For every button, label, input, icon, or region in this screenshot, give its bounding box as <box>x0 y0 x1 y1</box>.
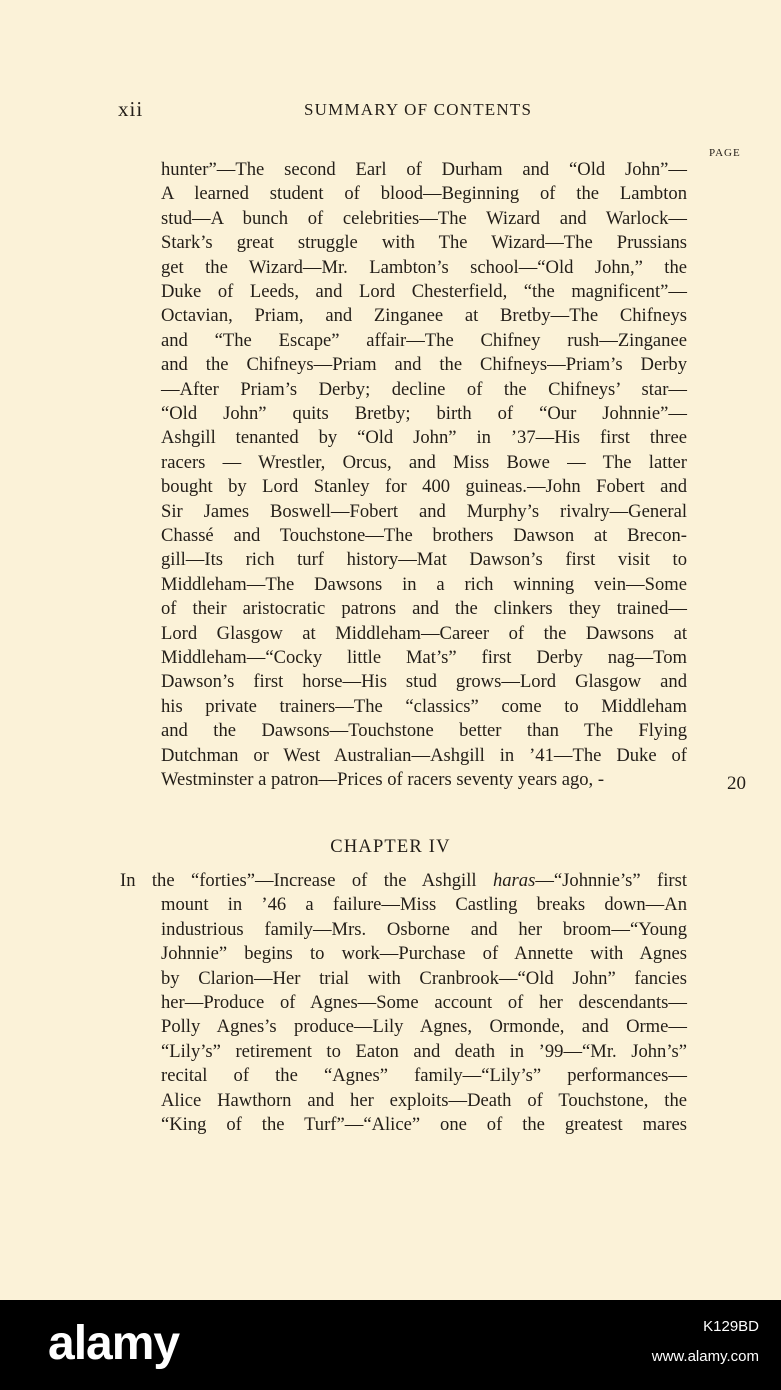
summary-line: Octavian, Priam, and Zinganee at Bretby—The Chifneys <box>161 305 687 327</box>
summary-line: Dutchman or West Australian—Ashgill in ’41—The Duke of <box>161 744 687 766</box>
watermark-footer <box>0 1300 781 1390</box>
image-id: K129BD <box>703 1318 759 1335</box>
summary-line: bought by Lord Stanley for 400 guineas.—John Fobert and <box>161 476 687 498</box>
summary-line: recital of the “Agnes” family—“Lily’s” performances— <box>161 1065 687 1087</box>
summary-line: Middleham—“Cocky little Mat’s” first Derby nag—Tom <box>161 647 687 668</box>
summary-line: industrious family—Mrs. Osborne and her broom—“Young <box>161 918 687 940</box>
summary-line: A learned student of blood—Beginning of the Lambton <box>161 183 687 205</box>
summary-line: of their aristocratic patrons and the clinkers they trained— <box>161 598 687 620</box>
footer-url: www.alamy.com <box>651 1348 759 1365</box>
summary-line: Stark’s great struggle with The Wizard—The Prussians <box>161 232 687 254</box>
summary-line: get the Wizard—Mr. Lambton’s school—“Old John,” the <box>161 256 687 278</box>
summary-line: Lord Glasgow at Middleham—Career of the Dawsons at <box>161 622 687 644</box>
summary-line: and the Dawsons—Touchstone better than The Flying <box>161 720 687 742</box>
summary-line: hunter”—The second Earl of Durham and “Old John”— <box>161 159 687 180</box>
summary-line: gill—Its rich turf history—Mat Dawson’s first visit to <box>161 549 687 571</box>
summary-line: Duke of Leeds, and Lord Chesterfield, “the magnificent”— <box>161 281 687 302</box>
running-title: SUMMARY OF CONTENTS <box>304 100 533 119</box>
summary-line: Polly Agnes’s produce—Lily Agnes, Ormonde, and Orme— <box>161 1016 687 1038</box>
summary-line: mount in ’46 a failure—Miss Castling breaks down—An <box>161 894 687 916</box>
alamy-logo: alamy <box>48 1317 180 1370</box>
page-number: xii <box>118 97 144 121</box>
summary-line: “Old John” quits Bretby; birth of “Our Johnnie”— <box>161 403 687 424</box>
summary-line: Middleham—The Dawsons in a rich winning vein—Some <box>161 573 687 595</box>
summary-line: Sir James Boswell—Fobert and Murphy’s rivalry—General <box>161 500 687 522</box>
summary-line: racers — Wrestler, Orcus, and Miss Bowe — The latter <box>161 451 687 473</box>
page-column-label: PAGE <box>709 147 741 159</box>
chapter-iv-heading: CHAPTER IV <box>330 837 451 857</box>
summary-line: stud—A bunch of celebrities—The Wizard and Warlock— <box>161 207 687 229</box>
page-header <box>118 97 688 127</box>
summary-line: Ashgill tenanted by “Old John” in ’37—His first three <box>161 427 687 449</box>
summary-line: and the Chifneys—Priam and the Chifneys—Priam’s Derby <box>161 354 687 376</box>
summary-line: “King of the Turf”—“Alice” one of the greatest mares <box>161 1114 687 1135</box>
summary-line: Alice Hawthorn and her exploits—Death of Touchstone, the <box>161 1089 687 1111</box>
summary-line: Chassé and Touchstone—The brothers Dawson at Brecon- <box>161 525 687 546</box>
summary-line: and “The Escape” affair—The Chifney rush—Zinganee <box>161 329 687 351</box>
summary-line: —After Priam’s Derby; decline of the Chifneys’ star— <box>161 378 687 400</box>
summary-line: Dawson’s first horse—His stud grows—Lord Glasgow and <box>161 671 687 693</box>
summary-line: “Lily’s” retirement to Eaton and death in ’99—“Mr. John’s” <box>161 1040 687 1062</box>
summary-line: In the “forties”—Increase of the Ashgill haras—“Johnnie’s” first <box>120 870 687 891</box>
summary-line: her—Produce of Agnes—Some account of her descendants— <box>161 992 687 1013</box>
summary-line: Johnnie” begins to work—Purchase of Annette with Agnes <box>161 943 687 965</box>
chapter-iii-page-ref: 20 <box>727 773 746 794</box>
summary-line: his private trainers—The “classics” come to Middleham <box>161 695 687 717</box>
summary-line: by Clarion—Her trial with Cranbrook—“Old John” fancies <box>161 967 687 989</box>
summary-line: Westminster a patron—Prices of racers seventy years ago, - <box>161 769 605 790</box>
